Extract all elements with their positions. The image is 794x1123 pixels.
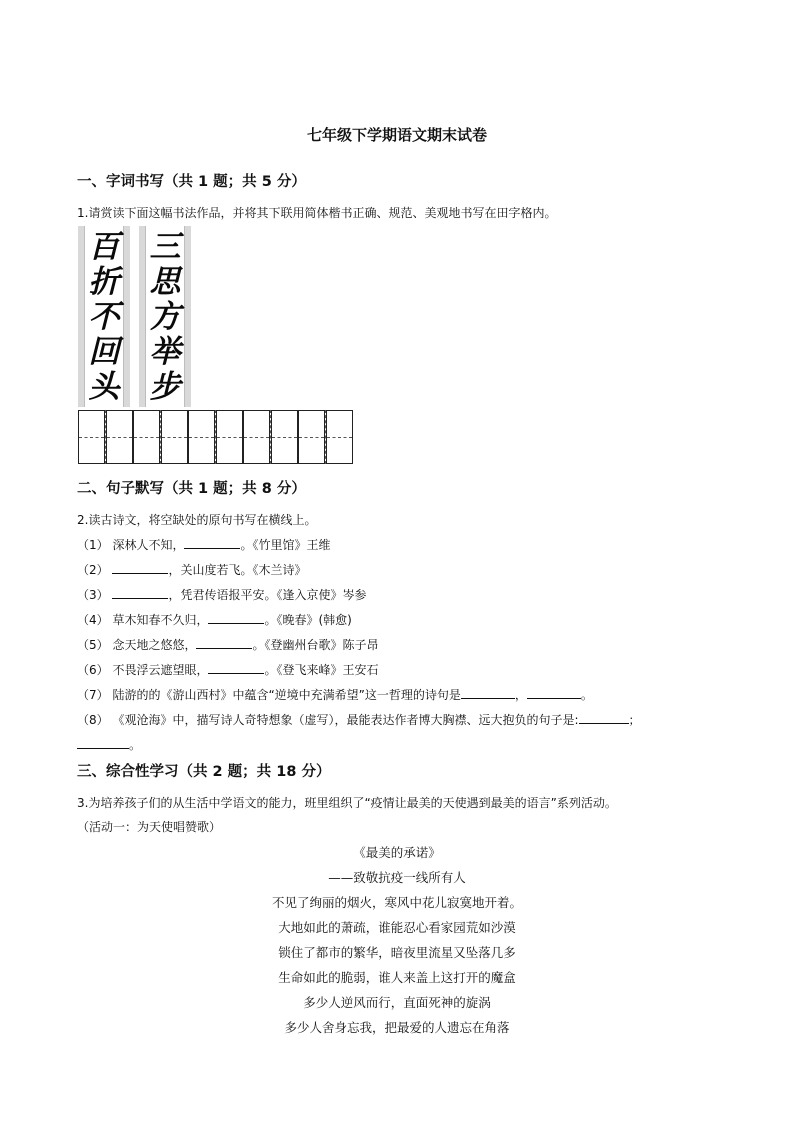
calligraphy-char: 回 xyxy=(88,334,120,370)
grid-guide-horizontal xyxy=(272,437,297,438)
question-2-text: 2.读古诗文，将空缺处的原句书写在横线上。 xyxy=(77,513,317,527)
grid-guide-horizontal xyxy=(79,437,104,438)
item-suffix: 。《登飞来峰》王安石 xyxy=(264,663,379,677)
activity-label: （活动一：为天使唱赞歌） xyxy=(77,820,222,834)
poem-line: 生命如此的脆弱，谁人来盖上这打开的魔盒 xyxy=(278,970,516,985)
answer-blank[interactable] xyxy=(184,537,240,549)
answer-blank[interactable] xyxy=(112,562,168,574)
grid-guide-vertical xyxy=(105,410,106,464)
item-suffix: 。《登幽州台歌》陈子昂 xyxy=(252,638,379,652)
recitation-item-1 xyxy=(77,536,330,553)
recitation-item-8 xyxy=(77,711,641,728)
answer-blank[interactable] xyxy=(208,662,264,674)
calligraphy-char: 思 xyxy=(149,264,181,300)
calligraphy-scroll-right xyxy=(139,226,191,407)
question-3-text: 3.为培养孩子们的从生活中学语文的能力，班里组织了“疫情让最美的天使遇到最美的语言”系列活动。 xyxy=(77,796,617,810)
poem-line: 多少人逆风而行，直面死神的旋涡 xyxy=(303,995,491,1010)
item-suffix: 。《竹里馆》王维 xyxy=(240,538,331,552)
grid-guide-horizontal xyxy=(217,437,242,438)
item-suffix: ，凭君传语报平安。《逢入京使》岑参 xyxy=(168,588,367,602)
grid-guide-horizontal xyxy=(327,437,352,438)
grid-cell[interactable] xyxy=(298,410,325,464)
recitation-item-4 xyxy=(77,611,352,628)
item-suffix: ，关山度若飞。《木兰诗》 xyxy=(168,563,307,577)
section-heading-3: 三、综合性学习（共 2 题；共 18 分） xyxy=(77,764,331,780)
poem-line: 大地如此的萧疏，谁能忍心看家园荒如沙漠 xyxy=(278,920,516,935)
page-title: 七年级下学期语文期末试卷 xyxy=(306,126,487,144)
grid-guide-vertical xyxy=(325,410,326,464)
answer-blank[interactable] xyxy=(461,687,515,699)
calligraphy-char: 头 xyxy=(88,369,120,405)
item-prefix: （1） 深林人不知， xyxy=(77,538,185,552)
calligraphy-char: 三 xyxy=(149,229,181,265)
poem-title: 《最美的承诺》 xyxy=(353,845,441,860)
poem-line: 不见了绚丽的烟火，寒风中花儿寂寞地开着。 xyxy=(271,895,522,910)
grid-cell[interactable] xyxy=(243,410,270,464)
recitation-item-6 xyxy=(77,661,378,678)
item-prefix: （6） 不畏浮云遮望眼， xyxy=(77,663,209,677)
recitation-item-2 xyxy=(77,561,306,578)
calligraphy-char: 折 xyxy=(88,264,120,300)
item-prefix: （7） 陆游的的《游山西村》中蕴含“逆境中充满希望”这一哲理的诗句是 xyxy=(77,688,461,702)
answer-blank[interactable] xyxy=(208,612,264,624)
answer-blank[interactable] xyxy=(527,687,581,699)
scroll-paper xyxy=(145,226,185,407)
grid-guide-horizontal xyxy=(107,437,132,438)
item-sep: ； xyxy=(628,713,641,727)
grid-cell[interactable] xyxy=(188,410,215,464)
calligraphy-char: 步 xyxy=(149,369,181,405)
grid-guide-vertical xyxy=(215,410,216,464)
poem-subtitle: ——致敬抗疫一线所有人 xyxy=(328,870,466,885)
item-prefix: （3） xyxy=(77,588,113,602)
grid-cell[interactable] xyxy=(133,410,160,464)
item-sep: ， xyxy=(514,688,527,702)
grid-guide-horizontal xyxy=(299,437,324,438)
grid-cell[interactable] xyxy=(78,410,105,464)
answer-blank[interactable] xyxy=(77,737,129,749)
poem-line: 多少人舍身忘我，把最爱的人遗忘在角落 xyxy=(284,1020,510,1035)
grid-cell[interactable] xyxy=(216,410,243,464)
section-heading-2: 二、句子默写（共 1 题；共 8 分） xyxy=(77,481,306,497)
calligraphy-char: 方 xyxy=(149,299,181,335)
item-prefix: （2） xyxy=(77,563,113,577)
grid-guide-vertical xyxy=(160,410,161,464)
calligraphy-char: 百 xyxy=(88,229,120,265)
grid-cell[interactable] xyxy=(271,410,298,464)
grid-cell[interactable] xyxy=(161,410,188,464)
grid-cell[interactable] xyxy=(106,410,133,464)
recitation-item-7 xyxy=(77,686,593,703)
question-1-text: 1.请赏读下面这幅书法作品，并将其下联用简体楷书正确、规范、美观地书写在田字格内。 xyxy=(77,206,557,220)
section-heading-1: 一、字词书写（共 1 题；共 5 分） xyxy=(77,174,306,190)
grid-guide-horizontal xyxy=(162,437,187,438)
item-suffix: 。《晚春》(韩愈) xyxy=(264,613,352,627)
answer-blank[interactable] xyxy=(196,637,252,649)
recitation-item-3 xyxy=(77,586,366,603)
item-suffix: 。 xyxy=(580,688,593,702)
item-prefix: （5） 念天地之悠悠， xyxy=(77,638,197,652)
grid-guide-vertical xyxy=(270,410,271,464)
item-prefix: （4） 草木知春不久归， xyxy=(77,613,209,627)
grid-guide-horizontal xyxy=(189,437,214,438)
answer-blank[interactable] xyxy=(112,587,168,599)
item-prefix: （8） 《观沧海》中，描写诗人奇特想象（虚写），最能表达作者博大胸襟、远大抱负的句子是: xyxy=(77,713,579,727)
recitation-item-5 xyxy=(77,636,378,653)
grid-cell[interactable] xyxy=(326,410,353,464)
item-suffix: 。 xyxy=(129,738,142,752)
calligraphy-char: 举 xyxy=(149,334,181,370)
calligraphy-scroll-left xyxy=(78,226,130,407)
grid-guide-horizontal xyxy=(134,437,159,438)
calligraphy-char: 不 xyxy=(88,299,120,335)
scroll-paper xyxy=(84,226,124,407)
grid-guide-horizontal xyxy=(244,437,269,438)
recitation-item-8-cont xyxy=(77,736,141,753)
poem-line: 锁住了都市的繁华，暗夜里流星又坠落几多 xyxy=(278,945,516,960)
answer-blank[interactable] xyxy=(579,712,629,724)
